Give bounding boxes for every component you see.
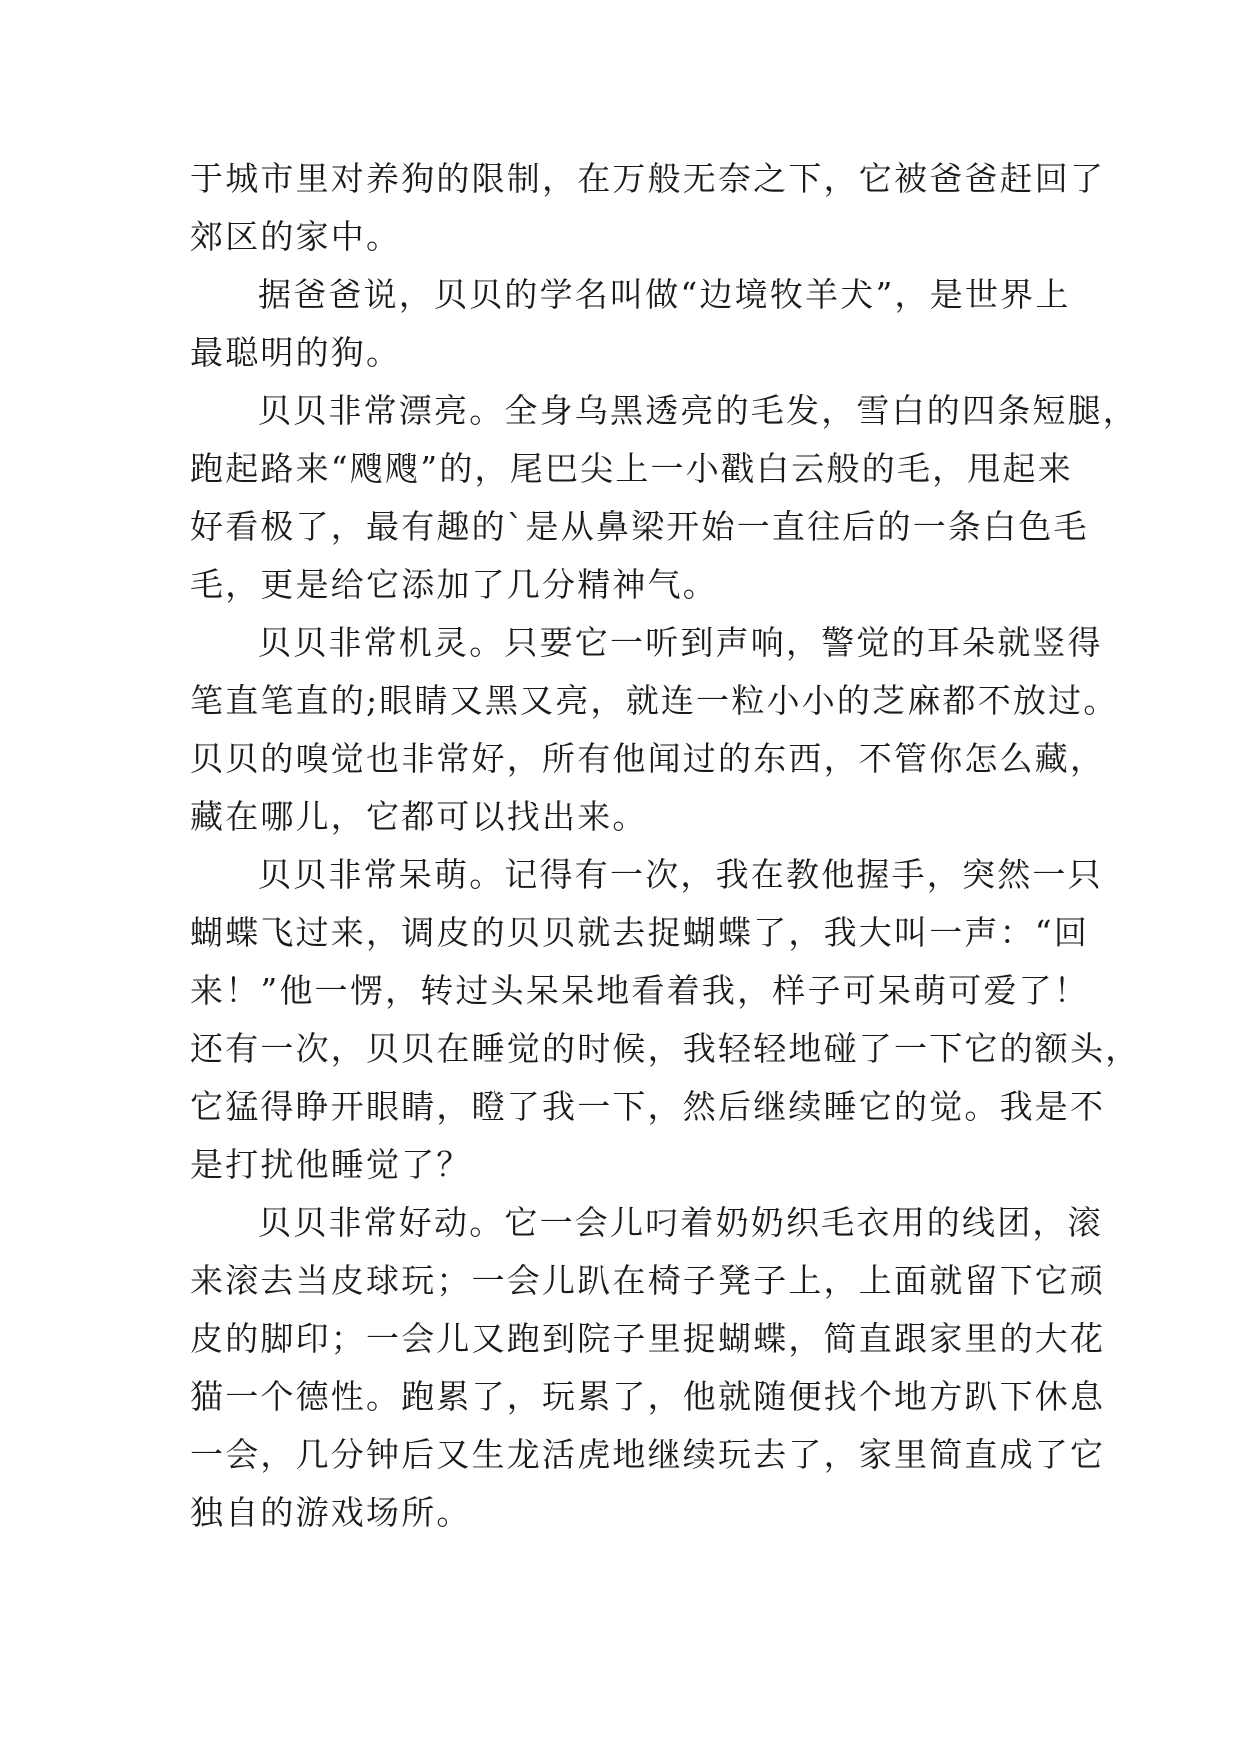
paragraph-start-line: 贝贝非常呆萌。记得有一次，我在教他握手，突然一只 <box>258 855 1103 894</box>
paragraph-start-line: 贝贝非常机灵。只要它一听到声响，警觉的耳朵就竖得 <box>258 623 1103 662</box>
text-line: 于城市里对养狗的限制，在万般无奈之下，它被爸爸赶回了 <box>190 159 1106 198</box>
text-line: 是打扰他睡觉了？ <box>190 1145 472 1184</box>
paragraph-start-line: 贝贝非常好动。它一会儿叼着奶奶织毛衣用的线团，滚 <box>258 1203 1103 1242</box>
text-line: 好看极了，最有趣的`是从鼻梁开始一直往后的一条白色毛 <box>190 507 1089 546</box>
paragraph-start-line: 据爸爸说，贝贝的学名叫做“边境牧羊犬”，是世界上 <box>258 275 1071 314</box>
text-line: 笔直笔直的;眼睛又黑又亮，就连一粒小小的芝麻都不放过。 <box>190 681 1119 720</box>
text-line: 郊区的家中。 <box>190 217 402 256</box>
text-line: 来！”他一愣，转过头呆呆地看着我，样子可呆萌可爱了！ <box>190 971 1090 1010</box>
text-line: 藏在哪儿，它都可以找出来。 <box>190 797 648 836</box>
text-line: 它猛得睁开眼睛，瞪了我一下，然后继续睡它的觉。我是不 <box>190 1087 1106 1126</box>
paragraph-start-line: 贝贝非常漂亮。全身乌黑透亮的毛发，雪白的四条短腿， <box>258 391 1138 430</box>
text-line: 还有一次，贝贝在睡觉的时候，我轻轻地碰了一下它的额头， <box>190 1029 1141 1068</box>
text-line: 皮的脚印；一会儿又跑到院子里捉蝴蝶，简直跟家里的大花 <box>190 1319 1106 1358</box>
article-body <box>190 150 1141 1542</box>
text-line: 猫一个德性。跑累了，玩累了，他就随便找个地方趴下休息 <box>190 1377 1106 1416</box>
text-line: 跑起路来“飕飕”的，尾巴尖上一小戳白云般的毛，甩起来 <box>190 449 1073 488</box>
text-line: 毛，更是给它添加了几分精神气。 <box>190 565 718 604</box>
text-line: 贝贝的嗅觉也非常好，所有他闻过的东西，不管你怎么藏， <box>190 739 1106 778</box>
text-line: 蝴蝶飞过来，调皮的贝贝就去捉蝴蝶了，我大叫一声：“回 <box>190 913 1090 952</box>
text-line: 一会，几分钟后又生龙活虎地继续玩去了，家里简直成了它 <box>190 1435 1106 1474</box>
text-line: 来滚去当皮球玩；一会儿趴在椅子凳子上，上面就留下它顽 <box>190 1261 1106 1300</box>
text-line: 独自的游戏场所。 <box>190 1493 472 1532</box>
text-line: 最聪明的狗。 <box>190 333 402 372</box>
